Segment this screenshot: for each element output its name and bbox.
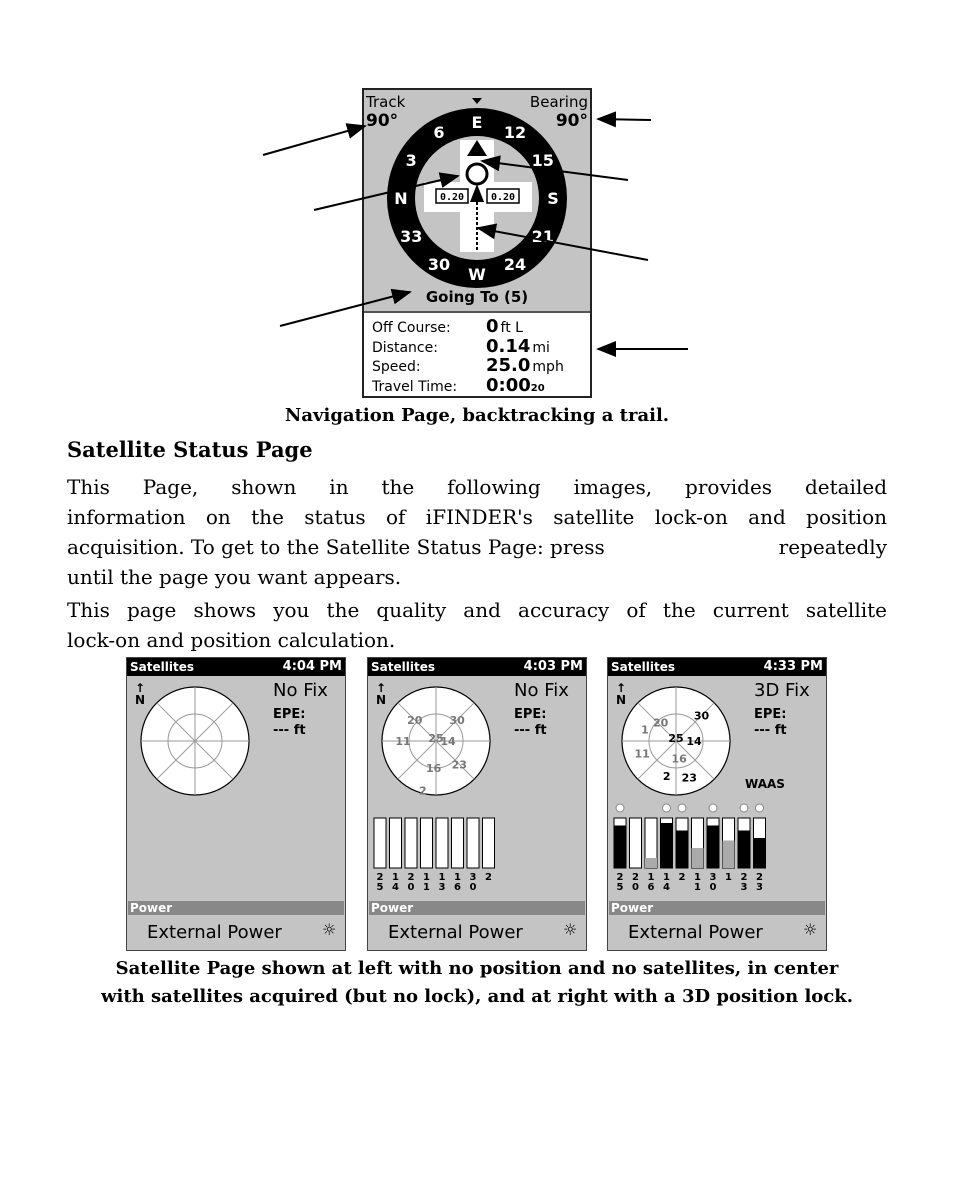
signal-bar-label: 2: [376, 872, 384, 883]
signal-bar-label: 0: [709, 882, 717, 893]
para1-line3-end: repeatedly: [778, 535, 887, 559]
signal-bar: [421, 818, 433, 868]
signal-bar-label: 3: [438, 882, 446, 893]
signal-bar-label: 4: [663, 882, 670, 893]
bearing-value: 90°: [555, 111, 588, 131]
backlight-icon: ☼: [563, 920, 578, 939]
callout-arrows: [0, 0, 954, 420]
satellite-marker: 20: [407, 713, 423, 727]
waas-label: WAAS: [745, 777, 785, 791]
signal-bar-label: 1: [725, 872, 732, 883]
signal-bar-fill: [754, 838, 766, 868]
screen-title: Satellites: [130, 660, 194, 674]
power-bar: [369, 901, 585, 915]
track-value: 90°: [366, 111, 399, 131]
signal-bar-label: 1: [392, 872, 399, 883]
travel-time-value: 0:00: [486, 374, 531, 396]
off-course-label: Off Course:: [372, 320, 451, 336]
satellite-marker: 1: [641, 723, 649, 737]
north-indicator: [616, 682, 626, 706]
signal-bar-label: 2: [756, 872, 763, 883]
satellite-screen-no-fix: [126, 657, 346, 951]
epe-value: --- ft: [514, 723, 547, 738]
signal-bar-fill: [676, 831, 688, 869]
power-label: Power: [371, 901, 414, 915]
fix-status: 3D Fix: [754, 680, 810, 701]
signal-bar-label: 2: [407, 872, 415, 883]
satellite-marker: 16: [425, 761, 442, 775]
scale-left: 0.20: [439, 192, 465, 203]
going-to-label: Going To (5): [425, 288, 529, 306]
signal-bar-fill: [738, 831, 750, 869]
backlight-icon: ☼: [322, 920, 337, 939]
satellite-screen-acquired: [367, 657, 587, 951]
signal-bar-label: 0: [469, 882, 477, 893]
signal-bar-label: 3: [709, 872, 717, 883]
accuracy-paragraph: [67, 595, 887, 655]
satellite-marker: 14: [686, 735, 702, 748]
signal-bar-label: 1: [438, 872, 446, 883]
compass-label: 12: [503, 123, 527, 143]
satellite-marker: 25: [668, 732, 684, 745]
signal-bar-label: 2: [678, 872, 686, 883]
signal-bar: [630, 818, 642, 868]
compass-label: 24: [503, 254, 527, 274]
signal-bar: [390, 818, 402, 868]
compass-label: 30: [427, 254, 451, 274]
north-arrow-icon: ↑: [135, 681, 146, 695]
satellite-marker: 25: [428, 732, 444, 745]
backlight-icon: ☼: [803, 920, 818, 939]
track-label: Track: [366, 93, 406, 111]
satellite-marker: 11: [395, 735, 411, 748]
lock-indicator-icon: [756, 804, 764, 812]
lock-indicator-icon: [678, 804, 686, 812]
arrow-position: [314, 176, 458, 210]
satellite-caption-line1: Satellite Page shown at left with no position and no satellites, in center: [115, 958, 839, 979]
distance-label: Distance:: [372, 339, 438, 356]
fix-status: No Fix: [273, 680, 328, 701]
signal-bar-label: 1: [694, 882, 701, 893]
para1-line2: information on the status of iFINDER's satellite lock-on and position: [67, 505, 887, 529]
speed-label: Speed:: [372, 359, 421, 375]
signal-bar: [436, 818, 448, 868]
signal-bar-label: 3: [756, 882, 763, 893]
arrow-going-to: [280, 292, 410, 326]
arrow-waypoint: [482, 161, 628, 180]
off-course-value: 0: [486, 316, 499, 337]
scale-right: 0.20: [490, 192, 516, 203]
signal-bar-label: 5: [376, 882, 384, 893]
signal-bar-fill: [614, 826, 626, 869]
para1-line1: This Page, shown in the following images, provides detailed: [67, 475, 887, 499]
signal-bar: [467, 818, 479, 868]
signal-bar-label: 1: [423, 882, 430, 893]
section-heading: Satellite Status Page: [67, 437, 313, 462]
compass-label: 15: [531, 151, 554, 170]
satellite-marker: 23: [451, 758, 467, 772]
signal-bar-label: 2: [632, 872, 639, 883]
compass-label: W: [468, 265, 486, 284]
signal-bar: [452, 818, 464, 868]
signal-bar-label: 0: [407, 882, 415, 893]
screen-header: [127, 658, 345, 676]
north-label: N: [616, 693, 627, 707]
screen-clock: 4:04 PM: [282, 659, 342, 674]
lock-indicator-icon: [740, 804, 748, 812]
intro-paragraph: [67, 472, 887, 592]
travel-time-label: Travel Time:: [372, 378, 458, 395]
para2-line1: This page shows you the quality and accuracy of the current satellite: [67, 598, 887, 622]
epe-label: EPE:: [754, 707, 787, 722]
north-label: N: [376, 693, 387, 707]
signal-bar-label: 1: [694, 872, 701, 883]
signal-bar-label: 3: [469, 872, 477, 883]
power-source: External Power: [147, 922, 282, 943]
north-indicator: [376, 682, 386, 706]
signal-bar-label: 6: [454, 882, 461, 893]
signal-bar-label: 5: [616, 882, 624, 893]
screen-header: [368, 658, 586, 676]
signal-bar-label: 2: [485, 872, 492, 883]
distance-unit: mi: [532, 339, 550, 356]
power-source: External Power: [628, 922, 763, 943]
epe-value: --- ft: [754, 723, 787, 738]
satellite-screen-3d-fix: [607, 657, 827, 951]
signal-bar-label: 4: [392, 882, 399, 893]
signal-bar-fill: [661, 823, 673, 868]
signal-bar-label: 1: [663, 872, 670, 883]
satellite-marker: 20: [652, 716, 669, 730]
compass-label: 6: [433, 123, 445, 143]
power-label: Power: [611, 901, 654, 915]
speed-value: 25.0: [486, 355, 531, 376]
power-bar: [128, 901, 344, 915]
north-arrow-icon: ↑: [376, 681, 387, 695]
screen-title: Satellites: [611, 660, 675, 674]
compass-label: E: [471, 113, 483, 132]
para1-line3-start: acquisition. To get to the Satellite Status Page: press: [67, 535, 605, 559]
north-label: N: [135, 693, 146, 707]
signal-bar-label: 2: [740, 872, 748, 883]
compass-label: N: [394, 189, 408, 208]
epe-value: --- ft: [273, 723, 306, 738]
north-indicator: [135, 682, 145, 706]
epe-label: EPE:: [514, 707, 547, 722]
screen-header: [608, 658, 826, 676]
signal-bar: [483, 818, 495, 868]
satellite-marker: 2: [662, 769, 671, 783]
distance-value: 0.14: [486, 335, 531, 357]
signal-bar-label: 6: [647, 882, 655, 893]
north-arrow-icon: ↑: [616, 681, 627, 695]
satellite-marker: 23: [681, 771, 697, 785]
signal-bar-label: 1: [454, 872, 461, 883]
nav-caption: Navigation Page, backtracking a trail.: [284, 405, 670, 426]
signal-bar-label: 3: [740, 882, 748, 893]
signal-bar-fill: [707, 826, 719, 869]
lock-indicator-icon: [616, 804, 624, 812]
signal-bar: [374, 818, 386, 868]
arrow-bearing: [598, 119, 651, 120]
signal-bar: [405, 818, 417, 868]
off-course-unit: ft L: [500, 320, 523, 336]
satellite-marker: 14: [440, 735, 456, 748]
arrow-track: [263, 126, 365, 155]
screen-clock: 4:03 PM: [523, 659, 583, 674]
signal-bar-fill: [723, 841, 735, 869]
compass-label: 3: [405, 151, 417, 170]
arrow-trail: [478, 228, 648, 260]
para1-line5: until the page you want appears.: [67, 565, 402, 589]
travel-time-seconds: 20: [530, 382, 545, 394]
satellite-marker: 11: [634, 747, 650, 761]
epe-label: EPE:: [273, 707, 306, 722]
satellite-caption-line2: with satellites acquired (but no lock), and at right with a 3D position lock.: [101, 986, 853, 1007]
speed-unit: mph: [532, 359, 564, 375]
fix-status: No Fix: [514, 680, 569, 701]
signal-bar-label: 1: [423, 872, 430, 883]
signal-bar-fill: [645, 858, 657, 868]
satellite-marker: 2: [418, 784, 427, 798]
signal-bar-label: 1: [647, 872, 655, 883]
bearing-label: Bearing: [529, 93, 588, 111]
compass-label: 33: [400, 227, 423, 246]
screen-clock: 4:33 PM: [763, 659, 823, 674]
signal-bar-label: 2: [616, 872, 624, 883]
compass-label: S: [547, 189, 559, 208]
signal-bar-fill: [692, 848, 704, 868]
satellite-marker: 30: [449, 713, 465, 727]
lock-indicator-icon: [709, 804, 717, 812]
compass-label: 21: [531, 227, 554, 246]
signal-bar-label: 0: [632, 882, 639, 893]
power-label: Power: [130, 901, 173, 915]
para2-line2: lock-on and position calculation.: [67, 628, 396, 652]
satellite-marker: 16: [671, 752, 687, 766]
satellite-marker: 30: [693, 709, 710, 723]
power-bar: [609, 901, 825, 915]
para1-line3: [67, 532, 887, 562]
screen-title: Satellites: [371, 660, 435, 674]
power-source: External Power: [388, 922, 523, 943]
lock-indicator-icon: [663, 804, 671, 812]
